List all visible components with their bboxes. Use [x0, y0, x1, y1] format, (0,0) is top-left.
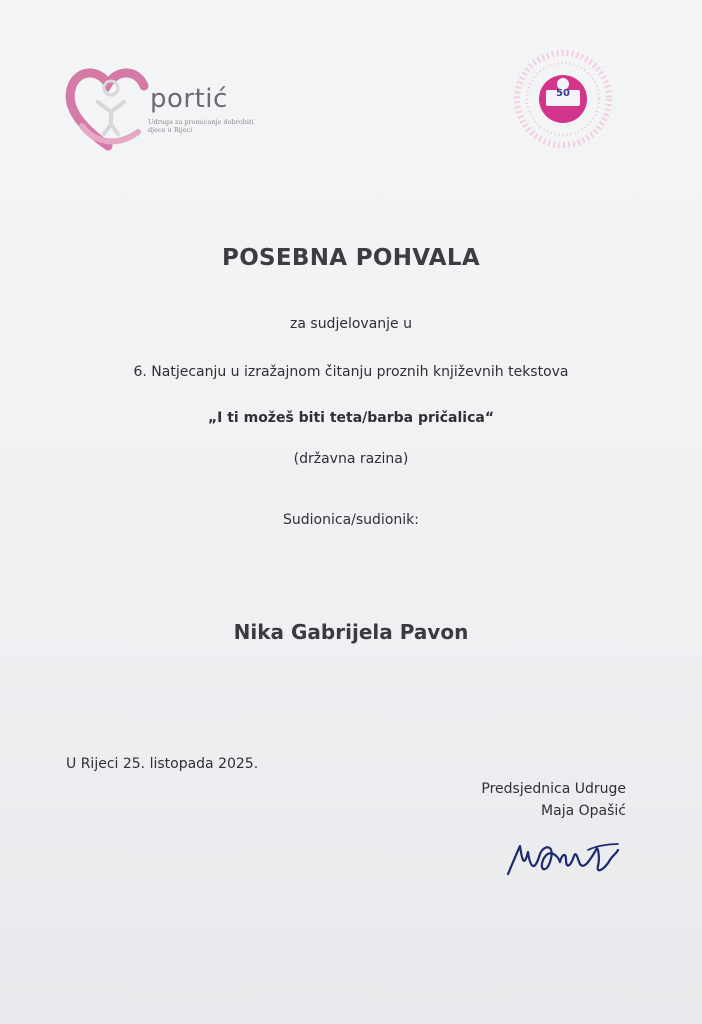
portic-logo	[64, 62, 254, 154]
participant-name: Nika Gabrijela Pavon	[233, 620, 469, 644]
signer-role: Predsjednica Udruge	[481, 781, 626, 797]
competition-line: 6. Natjecanju u izražajnom čitanju proznih književnih tekstova	[133, 364, 569, 380]
logo-subtitle: Udruga za promicanje dobrobiti djece u Rijeci	[148, 118, 254, 134]
level-line: (državna razina)	[293, 451, 409, 467]
signer-name: Maja Opašić	[541, 803, 626, 819]
logo-name: portić	[150, 84, 228, 114]
seal-logo	[508, 44, 618, 154]
seal-text: 50	[556, 88, 570, 99]
seal-icon	[508, 44, 618, 154]
participant-label: Sudionica/sudionik:	[283, 512, 419, 528]
heart-hands-icon	[64, 62, 154, 154]
signer-block	[481, 778, 626, 822]
document-title: POSEBNA POHVALA	[222, 245, 480, 271]
date-place: U Rijeci 25. listopada 2025.	[66, 756, 259, 772]
intro-line: za sudjelovanje u	[290, 316, 412, 332]
competition-title: „I ti možeš biti teta/barba pričalica“	[207, 410, 495, 426]
signature	[500, 830, 630, 890]
